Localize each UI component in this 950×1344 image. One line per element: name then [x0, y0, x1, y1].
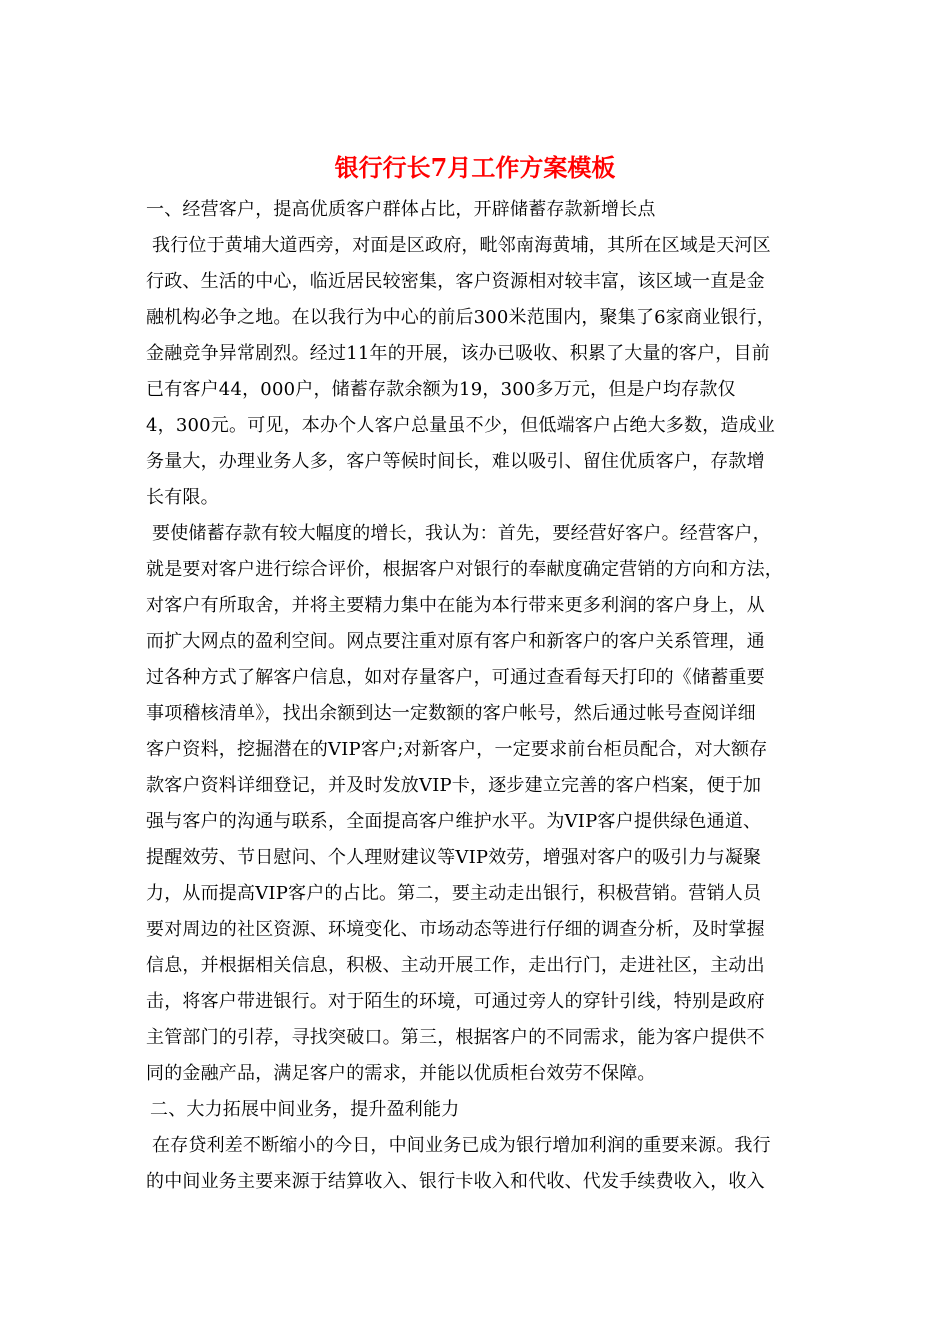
paragraph-line: 4，300元。可见，本办个人客户总量虽不少，但低端客户占绝大多数，造成业 [146, 415, 776, 436]
section-heading-1: 一、经营客户，提高优质客户群体占比，开辟储蓄存款新增长点 [146, 199, 656, 220]
paragraph-line: 事项稽核清单》，找出余额到达一定数额的客户帐号，然后通过帐号查阅详细 [146, 703, 756, 724]
paragraph-line: 提醒效劳、节日慰问、个人理财建议等VIP效劳，增强对客户的吸引力与凝聚 [146, 847, 762, 868]
paragraph-line: 击，将客户带进银行。对于陌生的环境，可通过旁人的穿针引线，特别是政府 [146, 991, 765, 1012]
paragraph-line: 款客户资料详细登记，并及时发放VIP卡，逐步建立完善的客户档案，便于加 [146, 775, 762, 796]
paragraph-line: 客户资料，挖掘潜在的VIP客户;对新客户，一定要求前台柜员配合，对大额存 [146, 739, 768, 760]
paragraph-line: 已有客户44，000户，储蓄存款余额为19，300多万元，但是户均存款仅 [146, 379, 736, 400]
paragraph-line: 过各种方式了解客户信息，如对存量客户，可通过查看每天打印的《储蓄重要 [146, 667, 765, 688]
paragraph-line: 而扩大网点的盈利空间。网点要注重对原有客户和新客户的客户关系管理，通 [146, 631, 765, 652]
paragraph-line: 对客户有所取舍，并将主要精力集中在能为本行带来更多利润的客户身上，从 [146, 595, 765, 616]
paragraph-line: 信息，并根据相关信息，积极、主动开展工作，走出行门，走进社区，主动出 [146, 955, 765, 976]
paragraph-line: 强与客户的沟通与联系，全面提高客户维护水平。为VIP客户提供绿色通道、 [146, 811, 762, 832]
section-heading-2: 二、大力拓展中间业务，提升盈利能力 [150, 1099, 460, 1120]
paragraph-line: 融机构必争之地。在以我行为中心的前后300米范围内，聚集了6家商业银行， [146, 307, 776, 328]
document-body [146, 192, 806, 1200]
paragraph-line: 务量大，办理业务人多，客户等候时间长，难以吸引、留住优质客户，存款增 [146, 451, 765, 472]
paragraph-line: 金融竞争异常剧烈。经过11年的开展，该办已吸收、积累了大量的客户，目前 [146, 343, 770, 364]
paragraph-line: 要对周边的社区资源、环境变化、市场动态等进行仔细的调查分析，及时掌握 [146, 919, 765, 940]
paragraph-line: 行政、生活的中心，临近居民较密集，客户资源相对较丰富，该区域一直是金 [146, 271, 765, 292]
document-title: 银行行长7月工作方案模板 [334, 153, 616, 182]
paragraph-line: 同的金融产品，满足客户的需求，并能以优质柜台效劳不保障。 [146, 1063, 656, 1084]
paragraph-line: 就是要对客户进行综合评价，根据客户对银行的奉献度确定营销的方向和方法， [146, 559, 783, 580]
paragraph-line: 的中间业务主要来源于结算收入、银行卡收入和代收、代发手续费收入，收入 [146, 1171, 765, 1192]
paragraph-line: 长有限。 [146, 487, 219, 508]
paragraph-line: 我行位于黄埔大道西旁，对面是区政府，毗邻南海黄埔，其所在区域是天河区 [152, 235, 771, 256]
paragraph-line: 力，从而提高VIP客户的占比。第二，要主动走出银行，积极营销。营销人员 [146, 883, 762, 904]
paragraph-line: 主管部门的引荐，寻找突破口。第三，根据客户的不同需求，能为客户提供不 [146, 1027, 765, 1048]
paragraph-line: 在存贷利差不断缩小的今日，中间业务已成为银行增加利润的重要来源。我行 [152, 1135, 771, 1156]
paragraph-line: 要使储蓄存款有较大幅度的增长，我认为：首先，要经营好客户。经营客户， [152, 523, 771, 544]
